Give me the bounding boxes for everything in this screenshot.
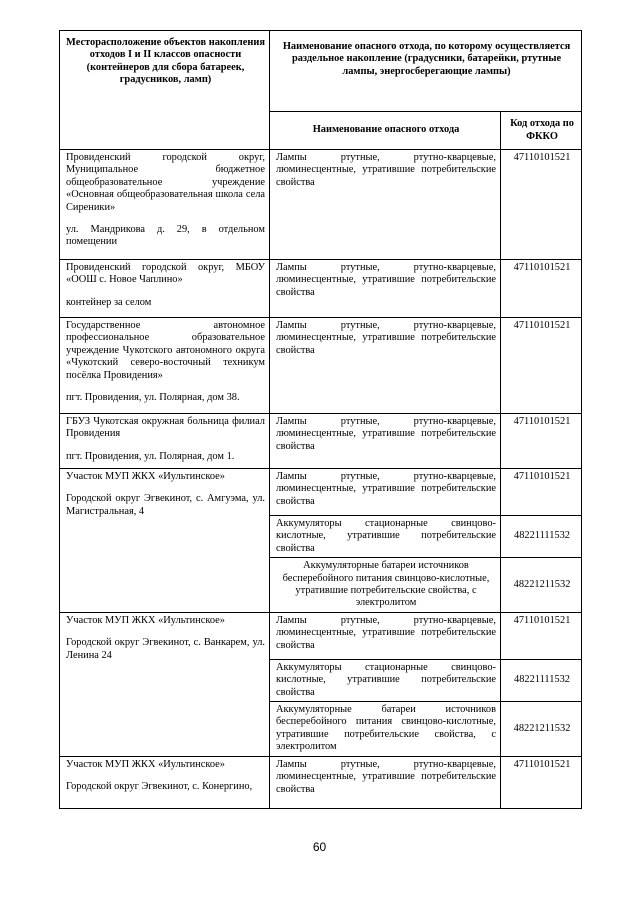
- waste-code-cell: 48221211532: [501, 558, 582, 613]
- waste-code-cell: 47110101521: [501, 318, 582, 414]
- header-waste-group: Наименование опасного отхода, по которому осуществляется раздельное накопление (градусники, батарейки, ртутные лампы, энергосберегающие лампы): [270, 31, 582, 112]
- location-address: контейнер за селом: [66, 296, 152, 308]
- waste-code-cell: 47110101521: [501, 612, 582, 659]
- location-cell: [60, 318, 270, 414]
- waste-code-cell: 48221211532: [501, 702, 582, 757]
- table-row: [60, 756, 582, 808]
- table-row: [60, 414, 582, 469]
- location-cell: [60, 469, 270, 613]
- waste-name-cell: Аккумуляторные батареи источников бесперебойного питания свинцово-кислотные, утратившие потребительские свойства, с электролитом: [270, 702, 501, 757]
- table-header-row: [60, 31, 582, 112]
- location-name: Участок МУП ЖКХ «Иультинское»: [66, 758, 225, 770]
- location-address: Городской округ Эгвекинот, с. Амгуэма, ул. Магистральная, 4: [66, 493, 265, 517]
- waste-code-cell: 48221111532: [501, 516, 582, 558]
- header-waste-name: Наименование опасного отхода: [270, 112, 501, 150]
- waste-name-cell: Лампы ртутные, ртутно-кварцевые, люминесцентные, утратившие потребительские свойства: [270, 756, 501, 808]
- waste-code-cell: 47110101521: [501, 756, 582, 808]
- location-name: Провиденский городской округ, Муниципальное бюджетное общеобразовательное учреждение «Основная общеобразовательная школа села Сиреники»: [66, 152, 265, 213]
- location-name: ГБУЗ Чукотская окружная больница филиал Провидения: [66, 416, 265, 440]
- waste-name-cell: Лампы ртутные, ртутно-кварцевые, люминесцентные, утратившие потребительские свойства: [270, 318, 501, 414]
- location-address: ул. Мандрикова д. 29, в отдельном помещении: [66, 224, 265, 248]
- waste-name-cell: Лампы ртутные, ртутно-кварцевые, люминесцентные, утратившие потребительские свойства: [270, 469, 501, 516]
- location-address: пгт. Провидения, ул. Полярная, дом 38.: [66, 392, 240, 404]
- table-row: [60, 469, 582, 516]
- waste-name-cell: Аккумуляторные батареи источников бесперебойного питания свинцово-кислотные, утратившие потребительские свойства, с электролитом: [270, 558, 501, 613]
- location-address: пгт. Провидения, ул. Полярная, дом 1.: [66, 450, 235, 462]
- waste-code-cell: 48221111532: [501, 659, 582, 701]
- header-waste-code: Код отхода по ФККО: [501, 112, 582, 150]
- location-cell: [60, 260, 270, 318]
- location-name: Провиденский городской округ, МБОУ «ООШ с. Новое Чаплино»: [66, 262, 265, 286]
- waste-code-cell: 47110101521: [501, 414, 582, 469]
- waste-name-cell: Аккумуляторы стационарные свинцово-кислотные, утратившие потребительские свойства: [270, 516, 501, 558]
- location-cell: [60, 612, 270, 756]
- hazardous-waste-table: [59, 30, 582, 809]
- waste-code-cell: 47110101521: [501, 469, 582, 516]
- location-name: Участок МУП ЖКХ «Иультинское»: [66, 614, 225, 626]
- page-number: 60: [312, 840, 327, 854]
- location-address: Городской округ Эгвекинот, с. Конергино,: [66, 781, 253, 793]
- waste-name-cell: Лампы ртутные, ртутно-кварцевые, люминесцентные, утратившие потребительские свойства: [270, 612, 501, 659]
- waste-name-cell: Лампы ртутные, ртутно-кварцевые, люминесцентные, утратившие потребительские свойства: [270, 260, 501, 318]
- waste-code-cell: 47110101521: [501, 260, 582, 318]
- location-cell: [60, 414, 270, 469]
- location-name: Государственное автономное профессиональное образовательное учреждение Чукотского автономного округа «Чукотский северо-восточный техникум посёлка Провидения»: [66, 320, 265, 381]
- waste-name-cell: Лампы ртутные, ртутно-кварцевые, люминесцентные, утратившие потребительские свойства: [270, 414, 501, 469]
- table-row: [60, 260, 582, 318]
- table-row: [60, 612, 582, 659]
- location-cell: [60, 756, 270, 808]
- table-row: [60, 318, 582, 414]
- table-row: [60, 150, 582, 260]
- waste-name-cell: Лампы ртутные, ртутно-кварцевые, люминесцентные, утратившие потребительские свойства: [270, 150, 501, 260]
- waste-name-cell: Аккумуляторы стационарные свинцово-кислотные, утратившие потребительские свойства: [270, 659, 501, 701]
- waste-code-cell: 47110101521: [501, 150, 582, 260]
- location-name: Участок МУП ЖКХ «Иультинское»: [66, 471, 225, 482]
- location-cell: [60, 150, 270, 260]
- header-location: Месторасположение объектов накопления отходов I и II классов опасности (контейнеров для сбора батареек, градусников, ламп): [60, 31, 270, 150]
- location-address: Городской округ Эгвекинот, с. Ванкарем, ул. Ленина 24: [66, 637, 265, 661]
